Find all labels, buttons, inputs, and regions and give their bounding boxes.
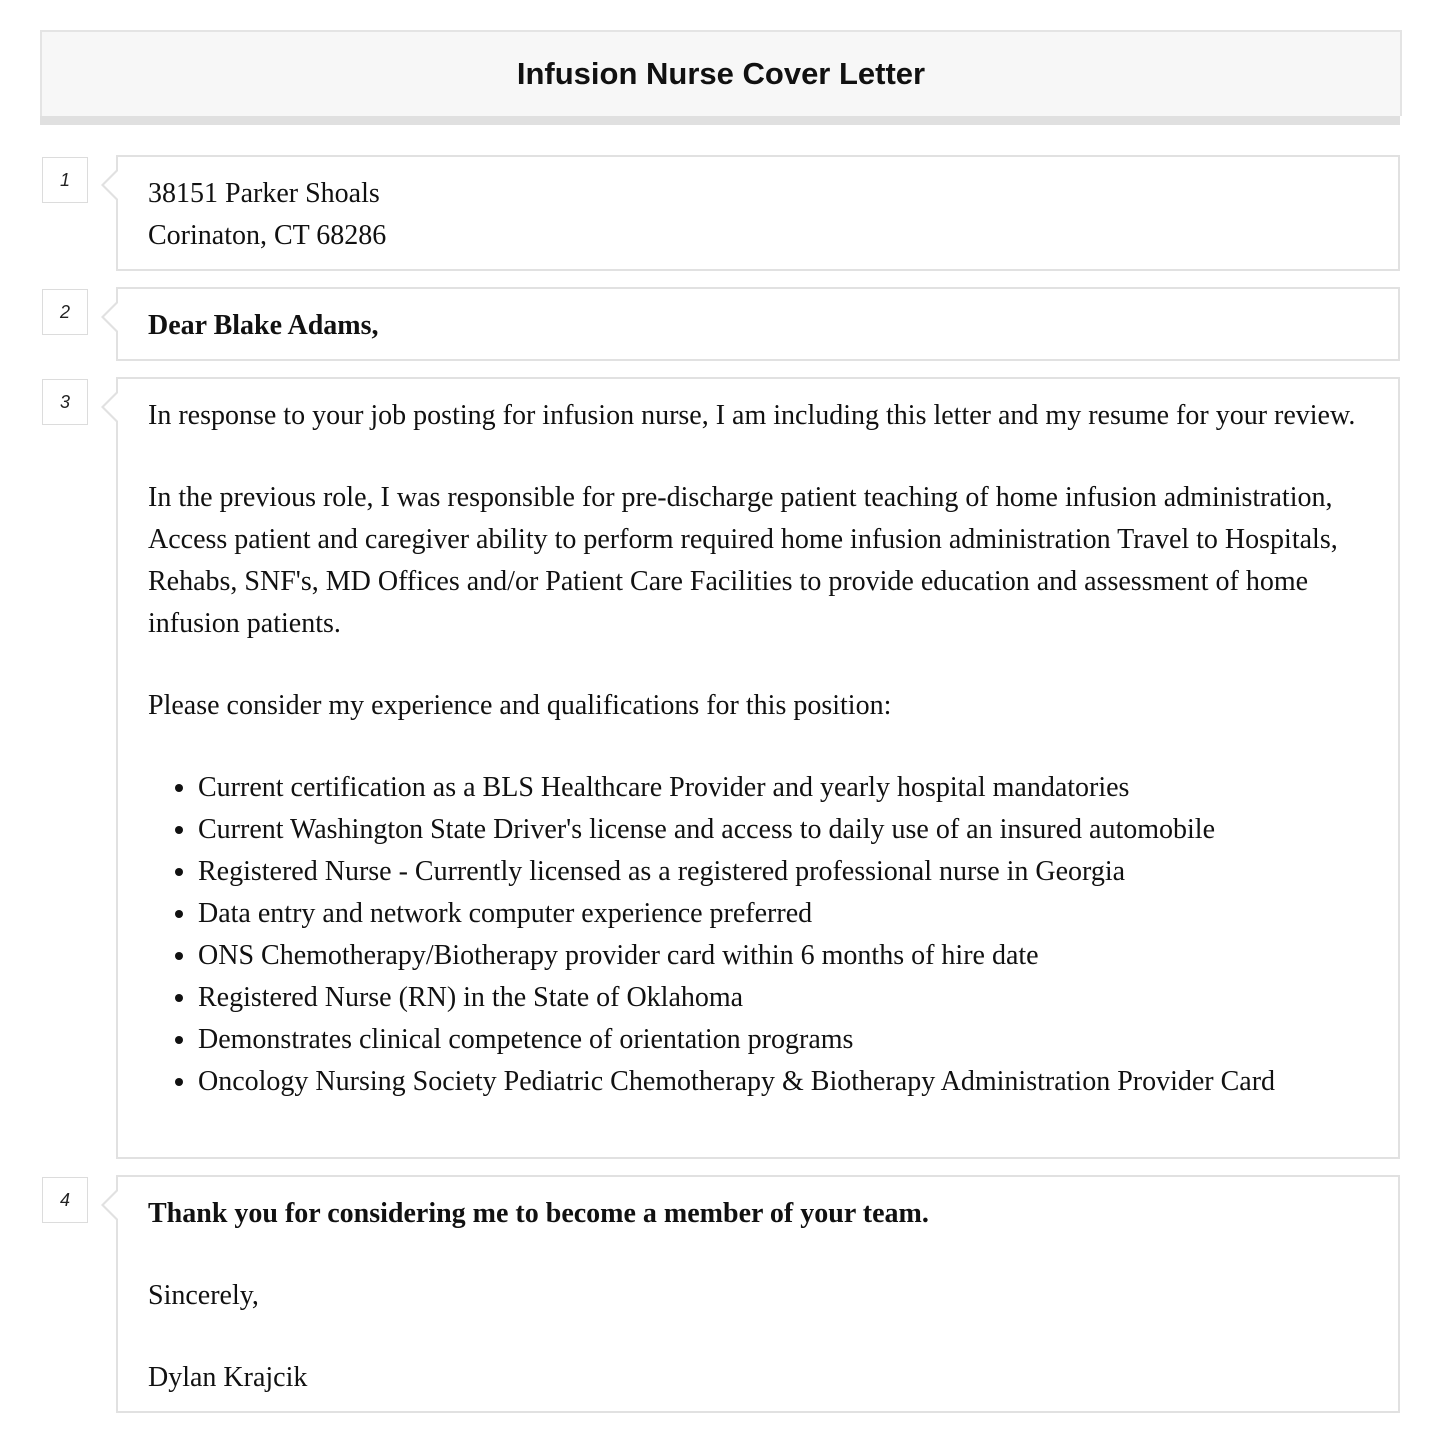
closing-section [116,1175,1400,1413]
address-line-2: Corinaton, CT 68286 [148,220,387,251]
section-number: 3 [42,379,88,425]
thanks-line: Thank you for considering me to become a member of your team. [148,1198,929,1229]
address-line-1: 38151 Parker Shoals [148,178,380,209]
signature: Dylan Krajcik [148,1362,308,1393]
experience-paragraph: In the previous role, I was responsible for pre-discharge patient teaching of home infusion administration, Access patient and caregiver ability to perform required home infusion administration Travel to Hospitals, Rehabs, SNF's, MD Offices and/or Patient Care Facilities to provide education and assessment of home infusion patients. [148,482,1338,639]
list-item: • Data entry and network computer experience preferred [198,893,1374,935]
address-section [116,155,1400,271]
qualifications-list [148,767,1374,1103]
salutation-section [116,287,1400,361]
section-number: 2 [42,289,88,335]
section-number: 1 [42,157,88,203]
list-item: • Current certification as a BLS Healthcare Provider and yearly hospital mandatories [198,767,1374,809]
list-item: • Oncology Nursing Society Pediatric Chemotherapy & Biotherapy Administration Provider Card [198,1061,1374,1103]
body-section [116,377,1400,1159]
list-item: • Current Washington State Driver's license and access to daily use of an insured automobile [198,809,1374,851]
page-title: Infusion Nurse Cover Letter [516,56,926,91]
list-item: • Registered Nurse - Currently licensed as a registered professional nurse in Georgia [198,851,1374,893]
section-number: 4 [42,1177,88,1223]
closing-line: Sincerely, [148,1280,259,1311]
intro-paragraph: In response to your job posting for infusion nurse, I am including this letter and my resume for your review. [148,400,1356,431]
list-item: • Registered Nurse (RN) in the State of Oklahoma [198,977,1374,1019]
list-item: • Demonstrates clinical competence of orientation programs [198,1019,1374,1061]
header-underline [40,116,1400,125]
salutation: Dear Blake Adams, [148,310,379,341]
consider-paragraph: Please consider my experience and qualifications for this position: [148,690,892,721]
page-header [40,30,1402,116]
list-item: • ONS Chemotherapy/Biotherapy provider card within 6 months of hire date [198,935,1374,977]
